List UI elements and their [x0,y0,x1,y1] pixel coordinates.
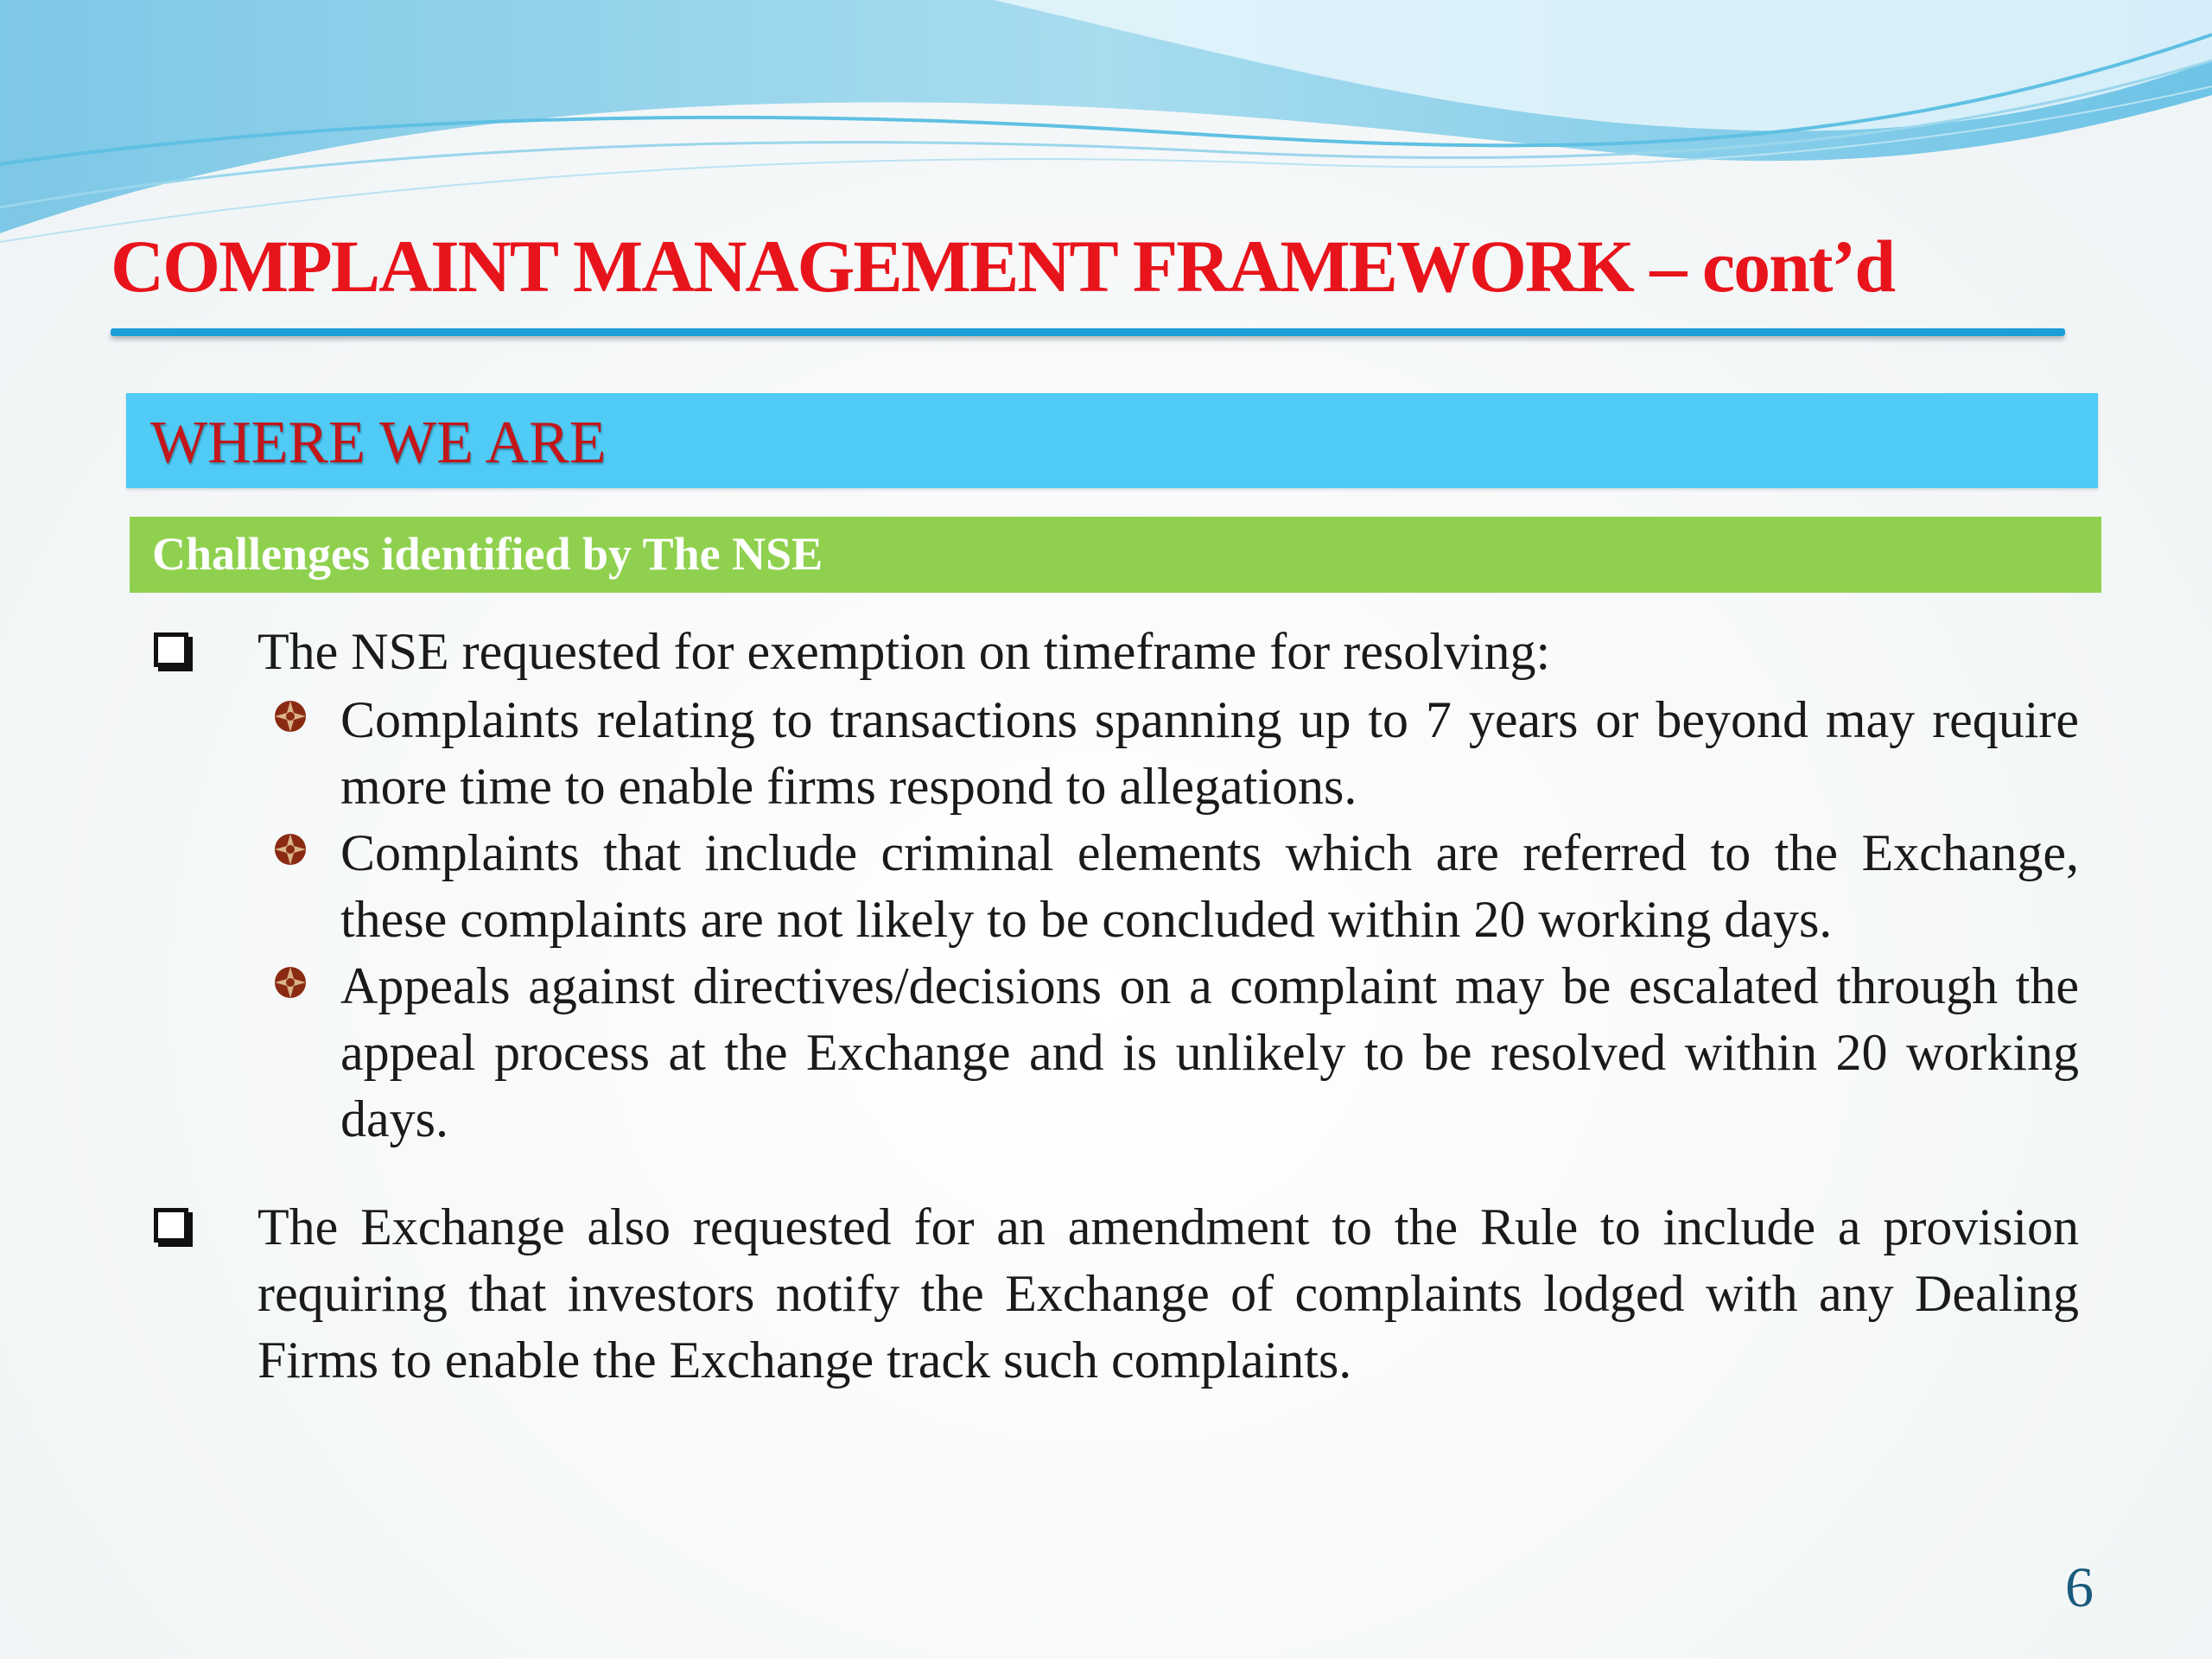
page-number: 6 [2065,1556,2094,1619]
sub-bullet-text: Complaints that include criminal elements which are referred to the Exchange, these complaints are not likely to be concluded within 20 working days. [340,824,2079,948]
main-bullet-text: The NSE requested for exemption on timeframe for resolving: [257,623,1551,680]
title-underline [111,328,2065,336]
section-heading-band [126,393,2098,488]
sub-bullet-text: Appeals against directives/decisions on a complaint may be escalated through the appeal process at the Exchange and is unlikely to be resolved within 20 working days. [340,957,2079,1147]
checkbox-icon [154,632,188,667]
compass-rose-icon [273,699,308,734]
checkbox-icon [154,1208,188,1243]
sub-bullet-text: Complaints relating to transactions spanning up to 7 years or beyond may require more time to enable firms respond to allegations. [340,691,2079,815]
subheading: Challenges identified by The NSE [152,528,823,580]
main-bullet-text: The Exchange also requested for an amendment to the Rule to include a provision requiring that investors notify the Exchange of complaints lodged with any Dealing Firms to enable the Exchange track such complaints. [257,1198,2079,1389]
compass-rose-icon [273,832,308,867]
slide-title: COMPLAINT MANAGEMENT FRAMEWORK – cont’d [111,225,1895,308]
subheading-band [130,517,2101,593]
compass-rose-icon [273,965,308,1000]
header-wave-decoration [0,0,2212,259]
section-heading: WHERE WE ARE [150,410,607,476]
